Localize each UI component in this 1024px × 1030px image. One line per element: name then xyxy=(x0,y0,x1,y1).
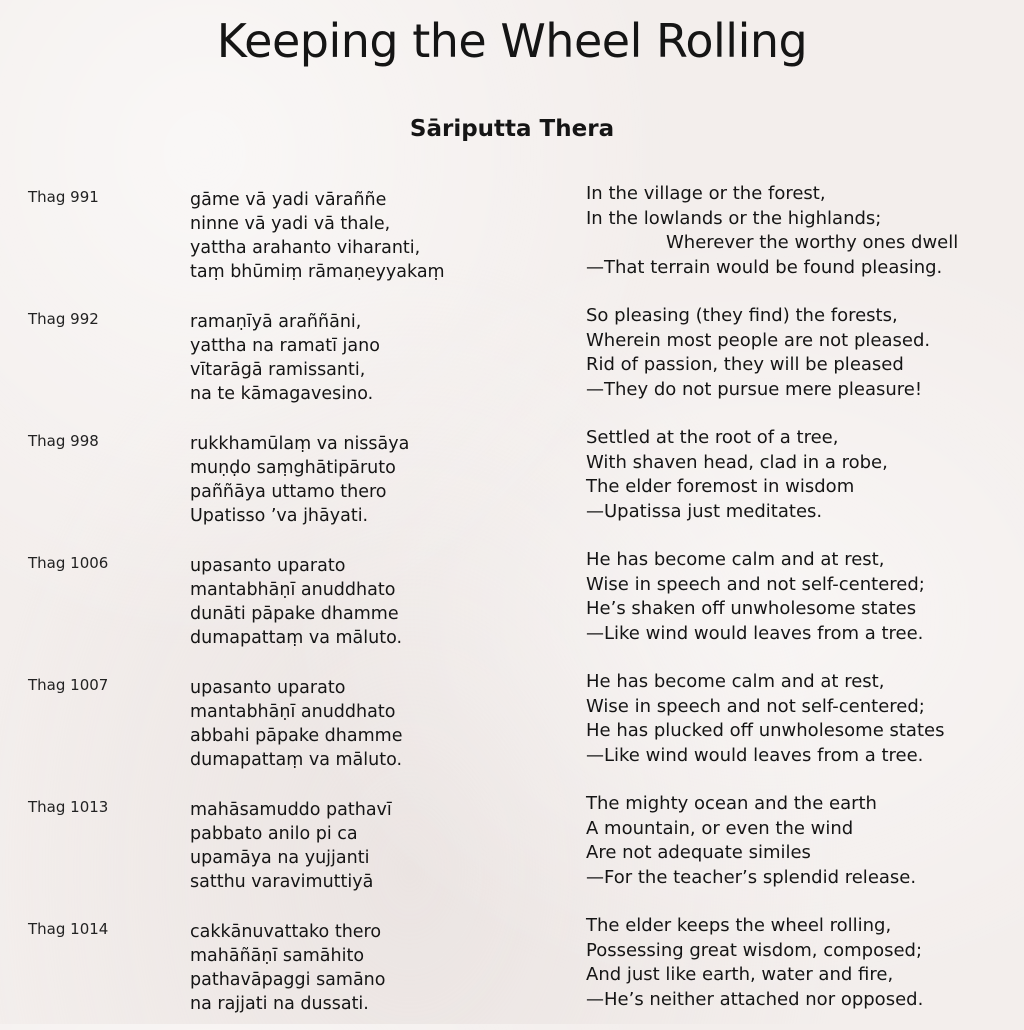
english-line: —Like wind would leaves from a tree. xyxy=(586,622,924,644)
verse-reference: Thag 991 xyxy=(28,188,99,206)
pali-text xyxy=(190,920,385,1016)
english-line: So pleasing (they find) the forests, xyxy=(586,305,898,326)
english-line: He’s shaken off unwholesome states xyxy=(586,598,917,619)
english-line: In the village or the forest, xyxy=(586,183,826,204)
pali-line: mahāñāṇī samāhito xyxy=(190,946,365,966)
english-line: —For the teacher’s splendid release. xyxy=(586,866,917,888)
english-line: He has plucked off unwholesome states xyxy=(586,720,945,741)
verse-block xyxy=(0,671,1024,786)
pali-line: upasanto uparato xyxy=(190,556,346,576)
pali-line: mantabhāṇī anuddhato xyxy=(190,580,396,600)
english-line: Are not adequate similes xyxy=(586,842,811,863)
verse-reference: Thag 992 xyxy=(28,310,99,328)
english-line: With shaven head, clad in a robe, xyxy=(586,451,888,473)
pali-line: abbahi pāpake dhamme xyxy=(190,726,403,746)
english-line: The elder foremost in wisdom xyxy=(586,476,855,497)
verse-block xyxy=(0,549,1024,664)
pali-line: na te kāmagavesino. xyxy=(190,384,374,404)
english-line: Wherever the worthy ones dwell xyxy=(666,232,959,253)
english-line: Wise in speech and not self-centered; xyxy=(586,573,925,595)
english-line: He has become calm and at rest, xyxy=(586,671,885,692)
verse-reference: Thag 1007 xyxy=(28,676,109,694)
pali-line: yattha na ramatī jano xyxy=(190,336,380,356)
pali-line: dumapattaṃ va māluto. xyxy=(190,750,403,770)
pali-text xyxy=(190,554,402,650)
pali-line: pathavāpaggi samāno xyxy=(190,970,386,990)
english-line: He has become calm and at rest, xyxy=(586,549,885,570)
pali-line: upasanto uparato xyxy=(190,678,346,698)
english-line: Wise in speech and not self-centered; xyxy=(586,695,925,717)
english-translation xyxy=(586,914,923,1012)
english-line: The elder keeps the wheel rolling, xyxy=(586,915,892,936)
english-translation xyxy=(586,792,916,890)
pali-line: upamāya na yujjanti xyxy=(190,848,370,868)
english-line: —Like wind would leaves from a tree. xyxy=(586,744,924,766)
page-title: Keeping the Wheel Rolling xyxy=(216,14,808,68)
english-translation xyxy=(586,426,888,524)
verse-block xyxy=(0,305,1024,420)
pali-line: ramaṇīyā araññāni, xyxy=(190,312,362,332)
pali-line: vītarāgā ramissanti, xyxy=(190,360,366,380)
english-line: —He’s neither attached nor opposed. xyxy=(586,988,924,1010)
english-translation xyxy=(586,670,944,768)
pali-line: mantabhāṇī anuddhato xyxy=(190,702,396,722)
english-line: Possessing great wisdom, composed; xyxy=(586,939,923,961)
pali-line: yattha arahanto viharanti, xyxy=(190,238,421,258)
verse-reference: Thag 998 xyxy=(28,432,99,450)
page-subtitle: Sāriputta Thera xyxy=(409,116,615,142)
english-line: The mighty ocean and the earth xyxy=(586,793,877,814)
english-line: Wherein most people are not pleased. xyxy=(586,329,931,351)
pali-line: taṃ bhūmiṃ rāmaṇeyyakaṃ xyxy=(190,262,445,282)
pali-line: mahāsamuddo pathavī xyxy=(190,800,392,820)
pali-line: rukkhamūlaṃ va nissāya xyxy=(190,434,410,454)
verse-block xyxy=(0,427,1024,542)
pali-line: pabbato anilo pi ca xyxy=(190,824,358,844)
pali-line: ninne vā yadi vā thale, xyxy=(190,214,391,234)
english-line: And just like earth, water and fire, xyxy=(586,964,894,985)
pali-line: dumapattaṃ va māluto. xyxy=(190,628,403,648)
english-line: —Upatissa just meditates. xyxy=(586,500,823,522)
pali-line: Upatisso ’va jhāyati. xyxy=(190,506,369,526)
verse-block xyxy=(0,793,1024,908)
english-line: Settled at the root of a tree, xyxy=(586,427,839,448)
english-translation xyxy=(586,304,930,402)
pali-line: paññāya uttamo thero xyxy=(190,482,387,502)
english-line: —They do not pursue mere pleasure! xyxy=(586,378,923,400)
verse-reference: Thag 1014 xyxy=(28,920,109,938)
pali-text xyxy=(190,676,402,772)
pali-line: dunāti pāpake dhamme xyxy=(190,604,399,624)
pali-line: muṇḍo saṃghātipāruto xyxy=(190,458,396,478)
pali-text xyxy=(190,432,409,528)
english-line: —That terrain would be found pleasing. xyxy=(586,256,943,278)
pali-line: na rajjati na dussati. xyxy=(190,994,369,1014)
pali-text xyxy=(190,798,392,894)
english-translation xyxy=(586,548,925,646)
english-line: In the lowlands or the highlands; xyxy=(586,207,882,229)
pali-line: satthu varavimuttiyā xyxy=(190,872,374,892)
english-translation xyxy=(586,182,958,280)
verse-block xyxy=(0,915,1024,1030)
verse-block xyxy=(0,183,1024,298)
verse-reference: Thag 1006 xyxy=(28,554,109,572)
english-line: A mountain, or even the wind xyxy=(586,817,854,839)
verse-reference: Thag 1013 xyxy=(28,798,109,816)
pali-line: gāme vā yadi vāraññe xyxy=(190,190,387,210)
pali-text xyxy=(190,188,445,284)
pali-text xyxy=(190,310,380,406)
english-line: Rid of passion, they will be pleased xyxy=(586,354,904,375)
pali-line: cakkānuvattako thero xyxy=(190,922,382,942)
